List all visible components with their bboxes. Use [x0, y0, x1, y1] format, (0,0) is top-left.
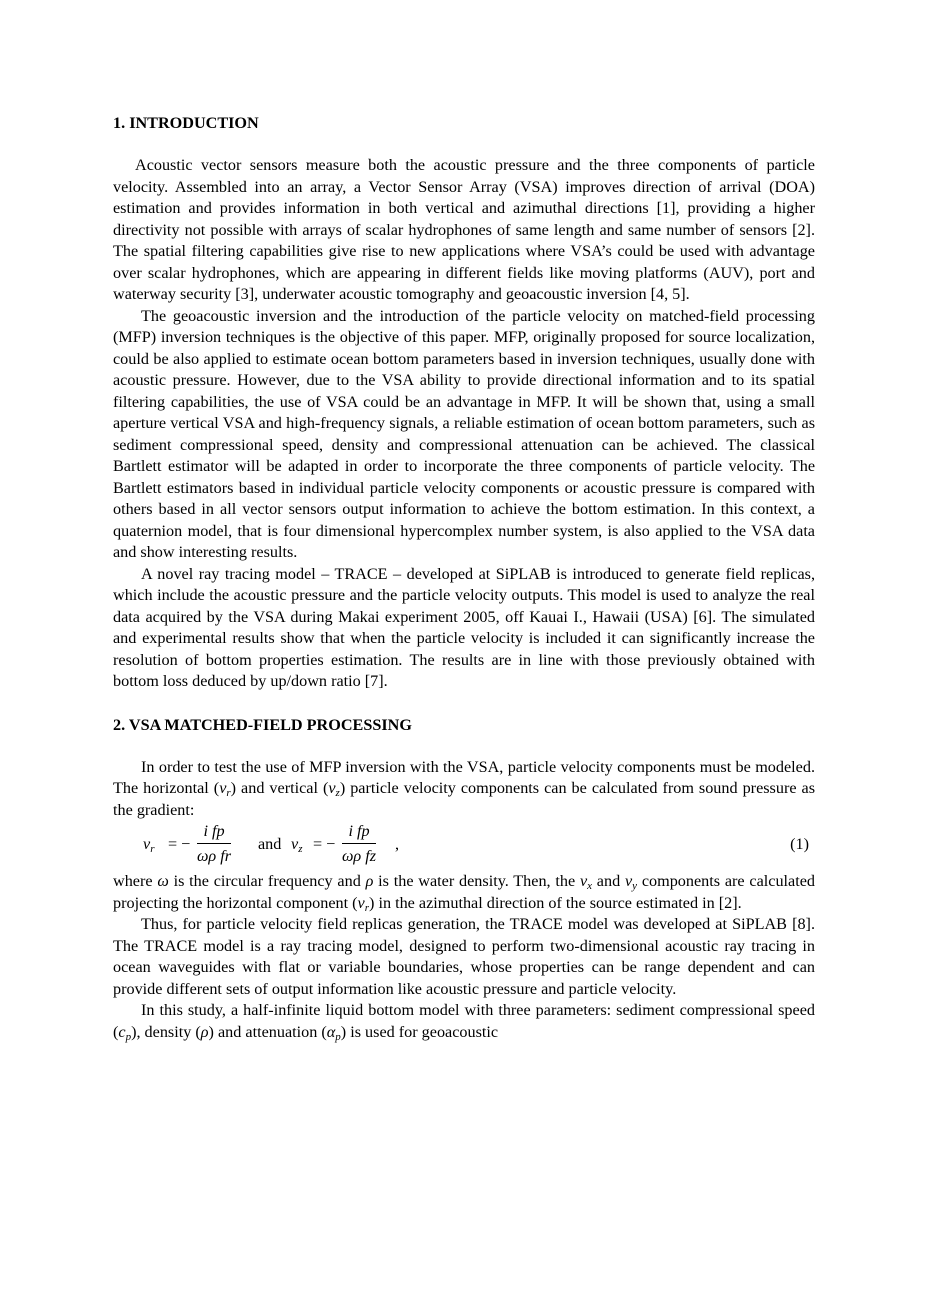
subscript-p: p — [125, 1030, 132, 1043]
text-run: ) particle velocity components can be calculated from sound pressure as the gradient: — [113, 779, 816, 819]
symbol-v: v — [624, 872, 633, 890]
section-heading-vsa-mfp: 2. VSA MATCHED-FIELD PROCESSING — [113, 715, 412, 734]
text-run: ) in the azimuthal direction of the source estimated in [2]. — [369, 893, 742, 912]
fraction-numerator: i fp — [197, 821, 231, 844]
equation-lhs-vr: $v_r$ — [143, 835, 155, 855]
intro-paragraph-3: A novel ray tracing model – TRACE – developed at SiPLAB is introduced to generate field replicas, which include the acoustic pressure and the particle velocity outputs. This model is used to analyze the real data acquired by the VSA during Makai experiment 2005, off Kauai I., Hawaii (USA) [6]. The simulated and experimental results show that when the particle velocity is included it can significantly increase the resolution of bottom properties estimation. The results are in line with those previously obtained with bottom loss deduced by up/down ratio [7]. — [113, 564, 815, 690]
mfp-paragraph-1 — [113, 757, 815, 822]
mfp-paragraph-2 — [113, 871, 815, 914]
subscript-y: y — [632, 880, 638, 892]
equation-1 — [113, 821, 815, 871]
symbol-v: v — [219, 779, 227, 797]
text-run: where — [113, 872, 158, 890]
symbol-rho: ρ — [200, 1022, 209, 1041]
text-run: is the water density. Then, the — [373, 872, 580, 890]
text-run: ) is used for geoacoustic — [340, 1022, 499, 1041]
intro-paragraph-2: The geoacoustic inversion and the introduction of the particle velocity on matched-field processing (MFP) inversion techniques is the objective of this paper. MFP, originally proposed for source localization, could be also applied to estimate ocean bottom parameters based in inversion techniques, usually done with acoustic pressure. However, due to the VSA ability to provide directional information and to its spatial filtering capabilities, the use of VSA could be an advantage in MFP. It will be shown that, using a small aperture vertical VSA and high-frequency signals, a reliable estimation of ocean bottom parameters, such as sediment compressional speed, density and compressional attenuation can be achieved. The classical Bartlett estimator will be adapted in order to incorporate the three components of particle velocity. The Bartlett estimators based in individual particle velocity components or acoustic pressure is compared with others based in all vector sensors output information to achieve the bottom estimation. In this context, a quaternion model, that is four dimensional hypercomplex number system, is also applied to the VSA data and show interesting results. — [113, 306, 815, 561]
text-run: In order to test the use of MFP inversion with the VSA, particle velocity components must be modeled. The horizontal ( — [113, 757, 815, 797]
text-run: ) and attenuation ( — [208, 1022, 327, 1041]
text-run: is the circular frequency and — [168, 872, 366, 890]
subscript-z: z — [335, 787, 340, 799]
text-run: ), density ( — [131, 1022, 201, 1041]
equation-number: (1) — [790, 835, 809, 853]
text-run: components are calculated projecting the horizontal component ( — [113, 872, 815, 912]
subscript-x: x — [587, 880, 593, 892]
subscript-r: r — [226, 787, 231, 799]
symbol-v: v — [579, 872, 588, 890]
equation-fraction-2 — [342, 821, 376, 868]
subscript-r: r — [364, 901, 370, 914]
equation-and: and — [258, 835, 282, 853]
text-run: ) and vertical ( — [230, 779, 329, 797]
intro-paragraph-1: Acoustic vector sensors measure both the acoustic pressure and the three components of particle velocity. Assembled into an array, a Vector Sensor Array (VSA) improves direction of arrival (DOA) estimation and provides information in both vertical and azimuthal directions [1], providing a higher directivity not possible with arrays of scalar hydrophones of same length and same number of sensors [2]. The spatial filtering capabilities give rise to new applications where VSA’s could be used with advantage over scalar hydrophones, which are appearing in different fields like moving platforms (AUV), port and waterway security [3], underwater acoustic tomography and geoacoustic inversion [4, 5]. — [113, 156, 815, 303]
equation-equals-2: = − — [313, 835, 336, 853]
equation-equals-1: = − — [168, 835, 191, 853]
equation-lhs-vz: $v_z$ — [291, 835, 303, 855]
equation-fraction-1 — [197, 821, 231, 868]
symbol-v: v — [357, 893, 365, 912]
fraction-denominator: ωρ fz — [342, 847, 377, 865]
text-run: In this study, a half-infinite liquid bottom model with three parameters: sediment compressional speed ( — [113, 1001, 815, 1041]
paper-page — [113, 112, 815, 1043]
equation-comma: , — [395, 835, 400, 853]
symbol-v: v — [328, 779, 336, 797]
mfp-paragraph-3: Thus, for particle velocity field replicas generation, the TRACE model was developed at SiPLAB [8]. The TRACE model is a ray tracing model, designed to perform two-dimensional acoustic ray tracing in ocean waveguides with flat or variable boundaries, whose properties can be range dependent and can provide different sets of output information like acoustic pressure and particle velocity. — [113, 915, 815, 998]
symbol-c: c — [118, 1022, 126, 1041]
symbol-alpha: α — [326, 1022, 336, 1041]
text-run: and — [592, 872, 625, 890]
mfp-paragraph-4 — [113, 1000, 815, 1043]
subscript-p: p — [335, 1030, 341, 1043]
fraction-denominator: ωρ fr — [197, 847, 232, 865]
section-heading-introduction: 1. INTRODUCTION — [113, 114, 259, 132]
symbol-omega: ω — [157, 872, 169, 890]
fraction-numerator: i fp — [342, 821, 376, 844]
symbol-rho: ρ — [365, 872, 374, 890]
